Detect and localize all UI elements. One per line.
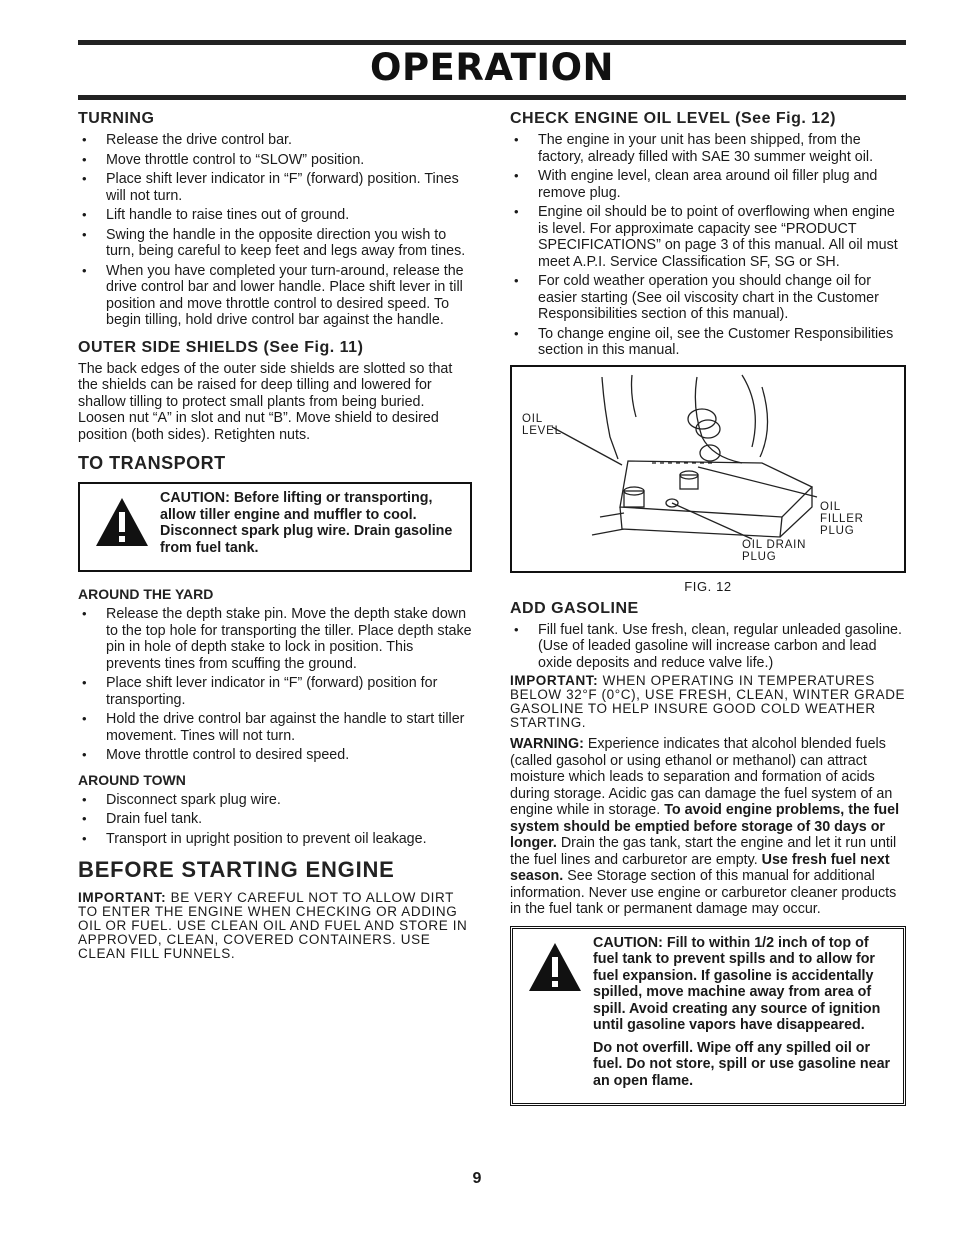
right-column <box>510 110 906 1120</box>
oil-drain-plug-label <box>742 539 806 563</box>
outer-shields-heading: OUTER SIDE SHIELDS (See Fig. 11) <box>78 338 364 356</box>
check-oil-heading: CHECK ENGINE OIL LEVEL (See Fig. 12) <box>510 110 836 127</box>
turning-heading: TURNING <box>78 110 155 127</box>
list-item: • Disconnect spark plug wire. <box>78 792 472 809</box>
oil-level-label-line2: LEVEL <box>522 424 562 437</box>
list-item: • Drain fuel tank. <box>78 811 472 828</box>
warning-label: WARNING: <box>510 736 584 752</box>
oil-drain-label-line1: OIL DRAIN <box>742 538 807 551</box>
outer-shields-text: The back edges of the outer side shields are slotted so that the shields can be raised for deep tilling and lowered for shallow tilling to protect small plants from being buried. Loosen nut “A” in slot and nut “B”. Move shield to desired position (both sides). Retighten nuts. <box>78 360 453 443</box>
check-oil-list <box>510 132 906 359</box>
transport-caution-text: CAUTION: Before lifting or transporting, allow tiller engine and muffler to cool. Disconnect spark plug wire. Drain gasoline from fuel tank. <box>160 490 453 556</box>
warning-triangle-icon <box>94 496 150 548</box>
list-item: • The engine in your unit has been shipped, from the factory, already filled with SAE 30 summer weight oil. <box>510 132 906 165</box>
list-item: • Move throttle control to desired speed. <box>78 747 472 764</box>
gasoline-caution-text-1: CAUTION: Fill to within 1/2 inch of top of fuel tank to prevent spills and to allow for fuel expansion. If gasoline is accidentally spilled, move machine away from area of spill. Avoid creating any source of ignition until gasoline vapors have disappeared. <box>593 934 881 1033</box>
around-town-list <box>78 792 472 848</box>
list-item: • Place shift lever indicator in “F” (forward) position. Tines will not turn. <box>78 171 472 204</box>
list-item: • When you have completed your turn-around, release the drive control bar and lower handle. Place shift lever in till position and move throttle control to desired speed. To begin tilling, hold drive control bar against the handle. <box>78 263 472 329</box>
list-item: • Release the drive control bar. <box>78 132 472 149</box>
list-item: • For cold weather operation you should change oil for easier starting (See oil viscosity chart in the Customer Responsibilities section of this manual). <box>510 273 906 323</box>
add-gasoline-important <box>510 674 906 730</box>
warning-text-1: Experience indicates that alcohol blended fuels (called gasohol or using ethanol or methanol) can attract moisture which leads to separation and formation of acids during storage. Acidic gas can damage the fuel system of an engine while in storage. <box>510 736 893 818</box>
add-gasoline-list <box>510 622 906 672</box>
oil-level-label-line1: OIL <box>522 412 543 425</box>
add-gasoline-heading: ADD GASOLINE <box>510 599 639 617</box>
oil-filler-plug-label <box>820 501 864 537</box>
list-item: • Transport in upright position to prevent oil leakage. <box>78 831 472 848</box>
turning-list <box>78 132 472 329</box>
around-yard-list <box>78 606 472 764</box>
add-gasoline-warning <box>510 736 906 918</box>
page-title: OPERATION <box>369 46 615 89</box>
warning-bold-2: Use fresh fuel next season. <box>510 851 890 884</box>
figure-12-box <box>510 365 906 573</box>
transport-caution-box <box>78 482 472 572</box>
warning-triangle-icon <box>527 941 583 993</box>
page-number: 9 <box>472 1170 482 1187</box>
important-label: IMPORTANT: <box>510 673 599 688</box>
oil-drain-label-line2: PLUG <box>742 550 777 563</box>
list-item: • To change engine oil, see the Customer Responsibilities section in this manual. <box>510 326 906 359</box>
gasoline-caution-text-2: Do not overfill. Wipe off any spilled oil or fuel. Do not store, spill or use gasoline near an open flame. <box>593 1039 891 1089</box>
list-item: • Lift handle to raise tines out of ground. <box>78 207 472 224</box>
gasoline-caution-box <box>510 926 906 1107</box>
header-rule-top <box>78 40 906 45</box>
important-text: BE VERY CAREFUL NOT TO ALLOW DIRT TO ENTER THE ENGINE WHEN CHECKING OR ADDING OIL OR FUEL. USE CLEAN OIL AND FUEL AND STORE IN APPROVED, CLEAN, COVERED CONTAINERS. USE CLEAN FILL FUNNELS. <box>78 890 468 961</box>
important-text: WHEN OPERATING IN TEMPERATURES BELOW 32°F (0°C), USE FRESH, CLEAN, WINTER GRADE GASOLINE TO HELP INSURE GOOD COLD WEATHER STARTING. <box>510 673 906 730</box>
list-item: • Swing the handle in the opposite direction you wish to turn, being careful to keep feet and legs away from tines. <box>78 227 472 260</box>
list-item: • Move throttle control to “SLOW” position. <box>78 152 472 169</box>
warning-text-2: Drain the gas tank, start the engine and let it run until the fuel lines and carburetor are empty. <box>510 835 897 868</box>
list-item: • Hold the drive control bar against the handle to start tiller movement. Tines will not turn. <box>78 711 472 744</box>
list-item: • Fill fuel tank. Use fresh, clean, regular unleaded gasoline. (Use of leaded gasoline will increase carbon and lead oxide deposits and reduce valve life.) <box>510 622 906 672</box>
warning-text-3: See Storage section of this manual for additional information. Never use engine or carburetor cleaner products in the fuel tank or permanent damage may occur. <box>510 868 897 917</box>
before-starting-heading: BEFORE STARTING ENGINE <box>78 857 395 882</box>
list-item: • Engine oil should be to point of overflowing when engine is level. For approximate capacity see “PRODUCT SPECIFICATIONS” on page 3 of this manual. All oil must meet A.P.I. Service Classification SF, SG or SH. <box>510 204 906 270</box>
engine-oil-diagram <box>512 367 904 567</box>
around-town-heading: AROUND TOWN <box>78 771 186 788</box>
warning-bold-1: To avoid engine problems, the fuel system should be emptied before storage of 30 days or longer. <box>510 802 900 851</box>
list-item: • Place shift lever indicator in “F” (forward) position for transporting. <box>78 675 472 708</box>
figure-caption: FIG. 12 <box>684 578 732 594</box>
around-yard-heading: AROUND THE YARD <box>78 586 214 602</box>
list-item: • With engine level, clean area around oil filler plug and remove plug. <box>510 168 906 201</box>
transport-heading: TO TRANSPORT <box>78 453 226 473</box>
oil-level-label <box>522 413 562 437</box>
list-item: • Release the depth stake pin. Move the depth stake down to the top hole for transporting the tiller. Place depth stake pin in hole of depth stake to lock in position. This prevents tines from scuffing the ground. <box>78 606 472 672</box>
left-column <box>78 110 472 967</box>
before-starting-important <box>78 891 472 961</box>
oil-filler-label-line1: OIL <box>820 500 841 513</box>
important-label: IMPORTANT: <box>78 890 167 905</box>
oil-filler-label-line3: PLUG <box>820 524 855 537</box>
header-rule-bottom <box>78 95 906 100</box>
oil-filler-label-line2: FILLER <box>820 512 864 525</box>
